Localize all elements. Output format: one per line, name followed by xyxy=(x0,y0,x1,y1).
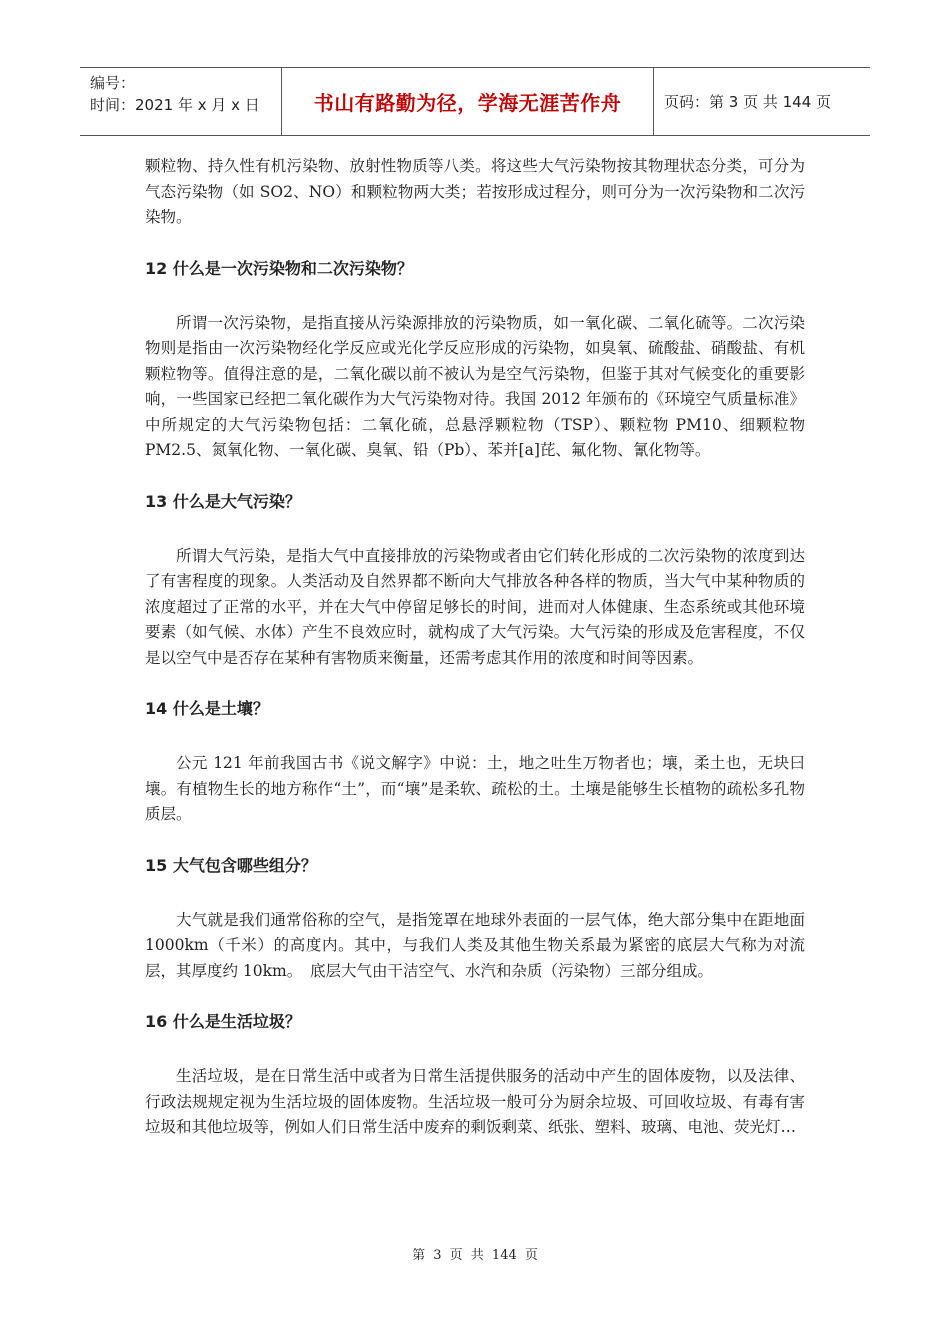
page-header xyxy=(80,67,870,136)
section-title-16: 16 什么是生活垃圾？ xyxy=(145,1012,301,1031)
document-number-label: 编号： xyxy=(90,74,136,92)
section-title-13: 13 什么是大气污染？ xyxy=(145,491,301,511)
section-text-13: 所谓大气污染，是指大气中直接排放的污染物或者由它们转化形成的二次污染物的浓度到达了有害程度的现象。人类活动及自然界都不断向大气排放各种各样的物质，当大气中某种物质的浓度超过了正常的水平，并在大气中停留足够长的时间，进而对人体健康、生态系统或其他环境要素（如气候、水体）产生不良效应时，就构成了大气污染。大气污染的形成及危害程度，不仅是以空气中是否存在某种有害物质来衡量，还需考虑其作用的浓度和时间等因素。 xyxy=(145,546,805,667)
section-title-12: 12 什么是一次污染物和二次污染物？ xyxy=(145,258,413,278)
header-motto: 书山有路勤为径，学海无涯苦作舟 xyxy=(282,68,654,135)
page-footer: 第 3 页 共 144 页 xyxy=(412,1248,538,1263)
section-text-15: 大气就是我们通常俗称的空气，是指笼罩在地球外表面的一层气体，绝大部分集中在距地面 1000km（千米）的高度内。其中，与我们人类及其他生物关系最为紧密的底层大气称为对流层，其厚度约 10km。 底层大气由干洁空气、水汽和杂质（污染物）三部分组成。 xyxy=(145,910,805,980)
section-title-15: 15 大气包含哪些组分？ xyxy=(145,855,317,875)
section-text-14: 公元 121 年前我国古书《说文解字》中说：土，地之吐生万物者也；壤，柔土也，无块曰壤。有植物生长的地方称作“土”，而“壤”是柔软、疏松的土。土壤是能够生长植物的疏松多孔物质层。 xyxy=(145,754,805,823)
section-title-14: 14 什么是土壤？ xyxy=(145,699,269,718)
section-text-12: 所谓一次污染物，是指直接从污染源排放的污染物质，如一氧化碳、二氧化硫等。二次污染物则是指由一次污染物经化学反应或光化学反应形成的污染物，如臭氧、硫酸盐、硝酸盐、有机颗粒物等。值得注意的是，二氧化碳以前不被认为是空气污染物，但鉴于其对气候变化的重要影响，一些国家已经把二氧化碳作为大气污染物对待。我国 2012 年颁布的《环境空气质量标准》中所规定的大气污染物包括：二氧化硫，总悬浮颗粒物（TSP）、颗粒物 PM10、细颗粒物 PM2.5、氮氧化物、一氧化碳、臭氧、铅（Pb）、苯并[a]芘、氟化物、氰化物等。 xyxy=(145,313,805,459)
document-date-label: 时间：2021 年 x 月 x 日 xyxy=(90,96,260,114)
document-body xyxy=(145,154,805,1141)
section-text-16: 生活垃圾，是在日常生活中或者为日常生活提供服务的活动中产生的固体废物，以及法律、行政法规规定视为生活垃圾的固体废物。生活垃圾一般可分为厨余垃圾、可回收垃圾、有毒有害垃圾和其他垃圾等，例如人们日常生活中废弃的剩饭剩菜、纸张、塑料、玻璃、电池、荧光灯… xyxy=(145,1067,805,1136)
header-page-number: 页码：第 3 页 共 144 页 xyxy=(664,93,832,111)
header-meta xyxy=(80,68,282,135)
intro-paragraph: 颗粒物、持久性有机污染物、放射性物质等八类。将这些大气污染物按其物理状态分类，可分为气态污染物（如 SO2、NO）和颗粒物两大类；若按形成过程分，则可分为一次污染物和二次污染物。 xyxy=(145,157,805,226)
